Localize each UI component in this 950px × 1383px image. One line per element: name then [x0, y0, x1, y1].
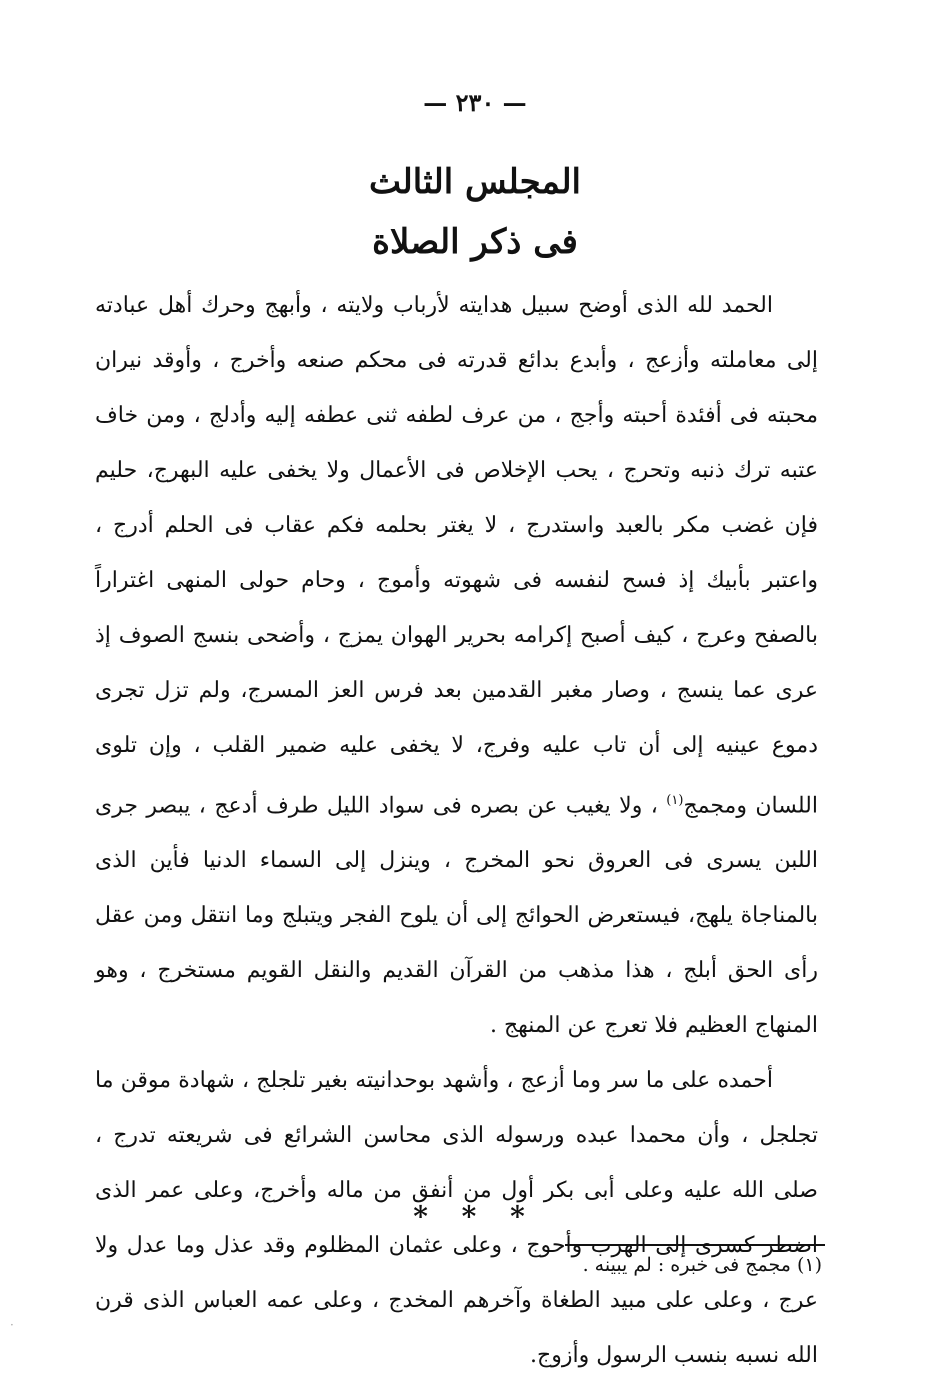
- paragraph-opening-part-1: الحمد لله الذى أوضح سبيل هدايته لأرباب ولايته ، وأبهج وحرك أهل عبادته إلى معاملته وأزعج ، وأبدع بدائع قدرته فى محكم صنعه وأخرج ، وأوقد نيران محبته فى أفئدة أحبته وأجج ، من عرف لطفه ثنى عطفه إليه وأدلج ، ومن خاف عتبه ترك ذنبه وتحرج ، يحب الإخلاص فى الأعمال ولا يخفى عليه البهرج، حليم فإن غضب مكر بالعبد واستدرج ، لا يغتر بحلمه فكم عقاب فى الحلم أدرج ، واعتبر بأبيك إذ فسح لنفسه فى شهوته وأموج ، وحام حولى المنهى اغتراراً بالصفح وعرج ، كيف أصبح إكرامه بحرير الهوان يمزج ، وأضحى بنسج الصوف إذ عرى عما ينسج ، وصار مغبر القدمين بعد فرس العز المسرج، ولم تزل تجرى دموع عينيه إلى أن تاب عليه وفرج، لا يخفى عليه ضمير القلب ، وإن تلوى اللسان ومجمج: [95, 293, 818, 819]
- chapter-subtitle: فى ذكر الصلاة: [372, 222, 578, 262]
- page-number: — ٢٣٠ —: [423, 88, 527, 117]
- paragraph-opening-part-2: ، ولا يغيب عن بصره فى سواد الليل طرف أدعج ، يبصر جرى اللبن يسرى فى العروق نحو المخرج ، وينزل إلى السماء الدنيا فأين الذى بالمناجاة يلهج، فيستعرض الحوائج إلى أن يلوح الفجر ويتبلج وما انتقل ومن عقل رأى الحق أبلج ، هذا مذهب من القرآن القديم والنقل القويم مستخرج ، وهو المنهاج العظيم فلا تعرج عن المنهج .: [95, 793, 818, 1039]
- chapter-title: المجلس الثالث: [368, 162, 582, 202]
- footnote: (١) مجمج فى خبره : لم يبينه .: [582, 1254, 822, 1276]
- footnote-separator-line: [565, 1244, 825, 1246]
- paragraph-opening: [95, 278, 818, 1053]
- margin-mark: ·: [10, 1318, 14, 1332]
- section-divider-stars: * * *: [413, 1200, 537, 1233]
- paragraph-praise: أحمده على ما سر وما أزعج ، وأشهد بوحدانيته بغير تلجلج ، شهادة موقن ما تجلجل ، وأن محمدا عبده ورسوله الذى محاسن الشرائع فى شريعته تدرج ، صلى الله عليه وعلى أبى بكر أول من أنفق من ماله وأخرج، وعلى عمر الذى اضطر كسرى إلى الهرب وأحوج ، وعلى عثمان المظلوم وقد عذل وما عدل ولا عرج ، وعلى على مبيد الطغاة وآخرهم المخدج ، وعلى عمه العباس الذى قرن الله نسبه بنسب الرسول وأزوج.: [95, 1068, 818, 1369]
- footnote-reference: (١): [666, 793, 684, 808]
